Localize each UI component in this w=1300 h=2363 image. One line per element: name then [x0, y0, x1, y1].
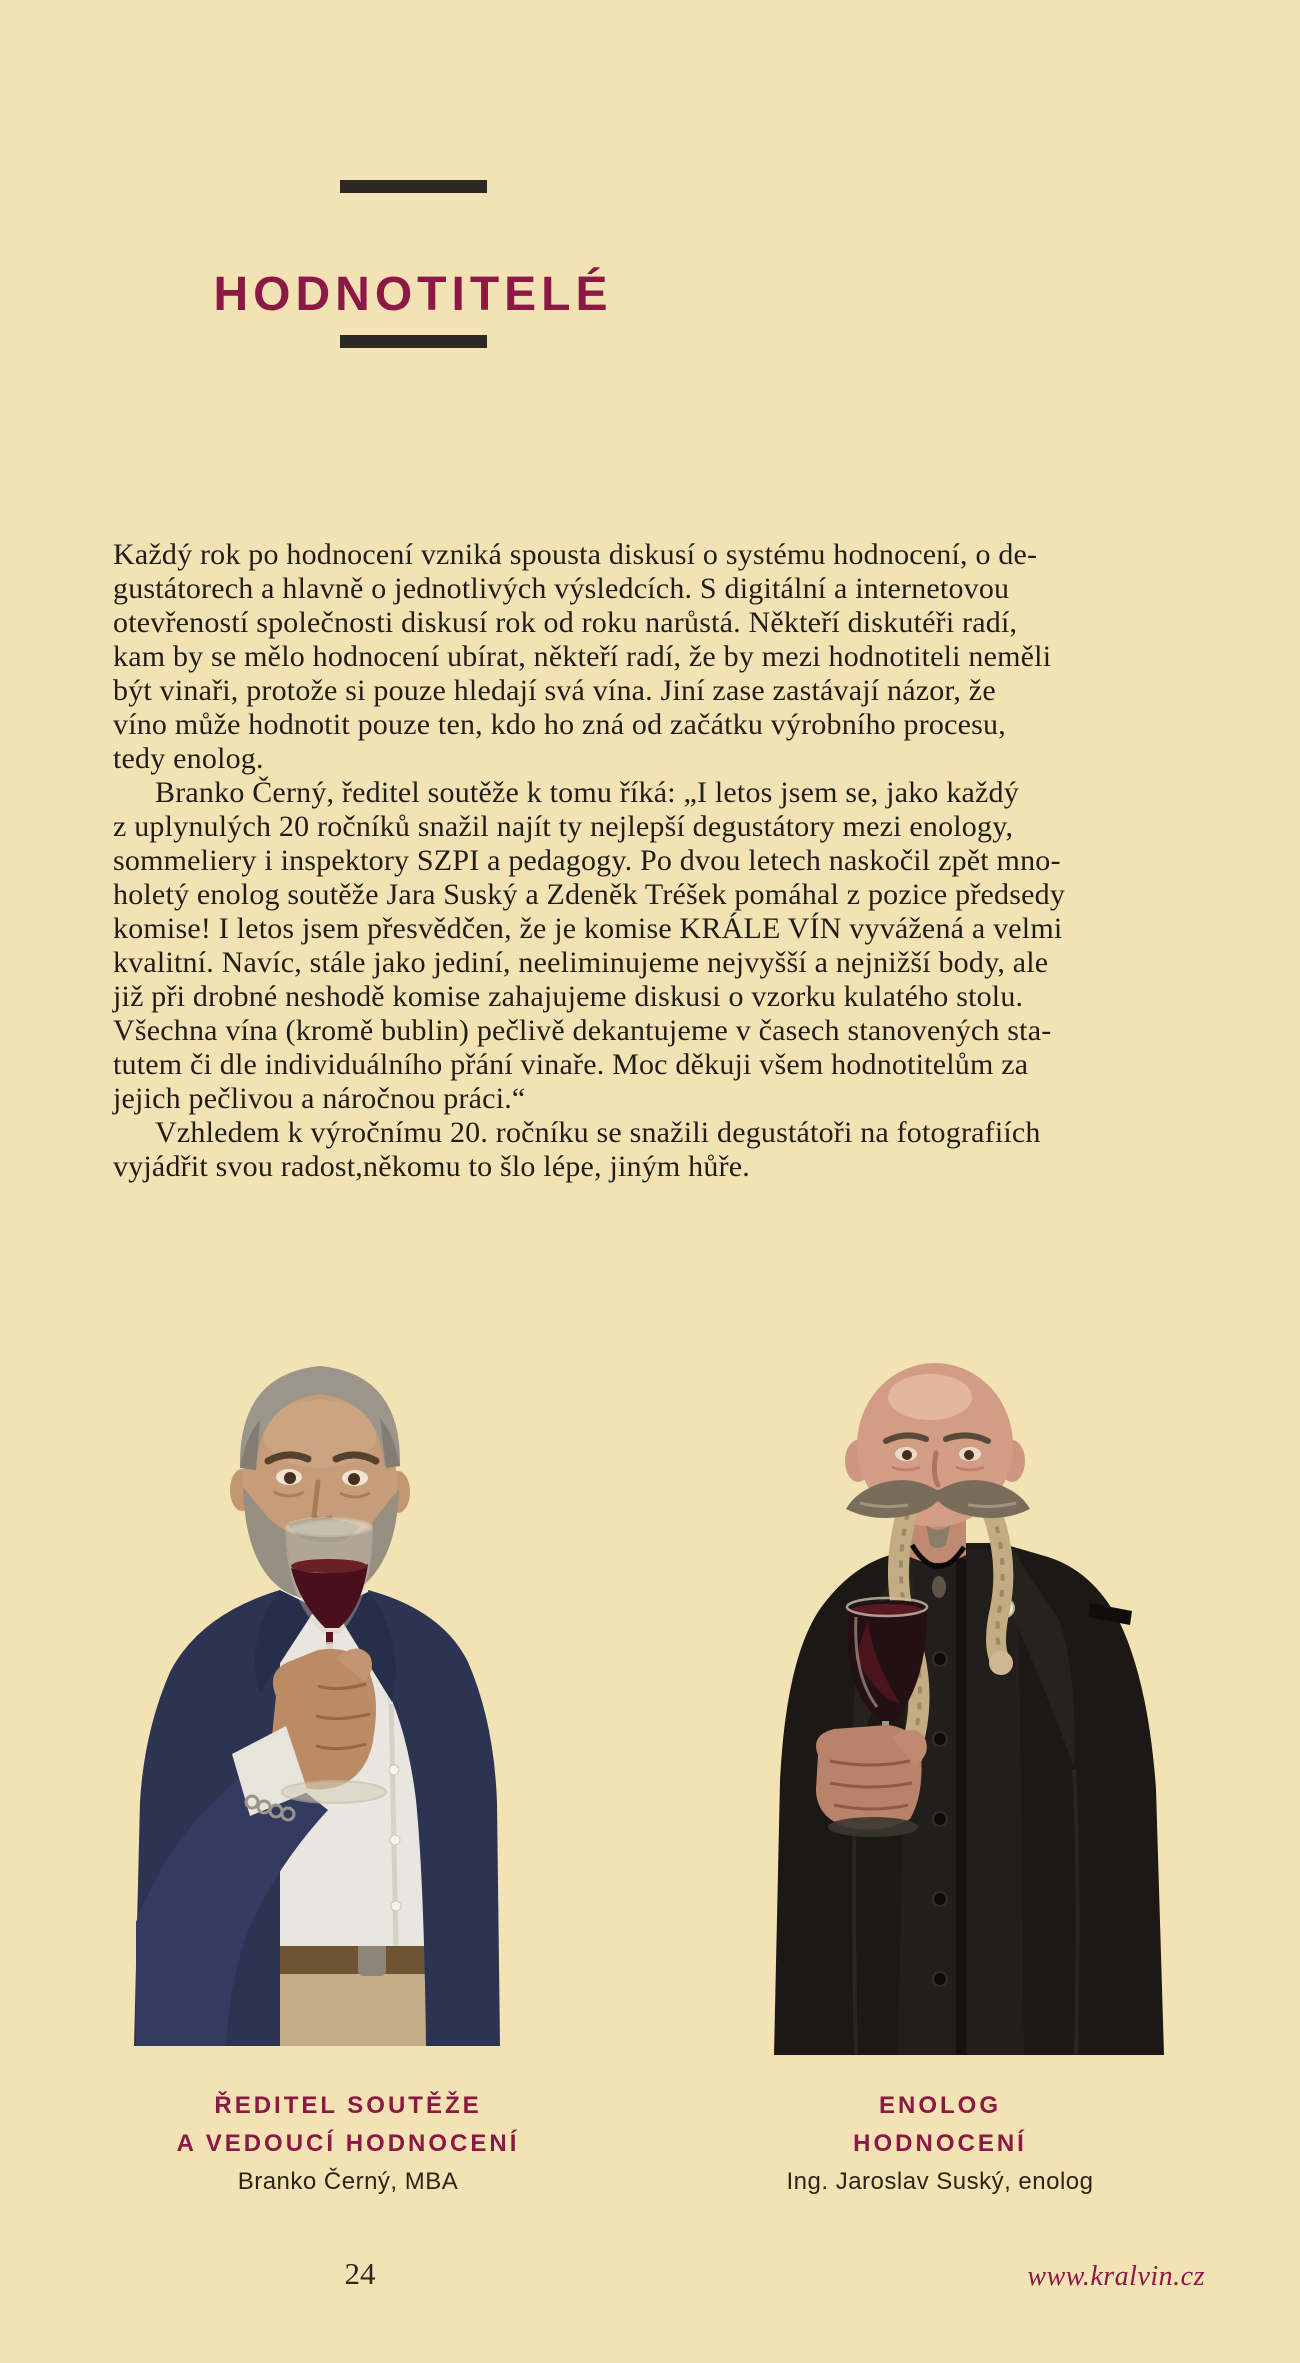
body-line: gustátorech a hlavně o jednotlivých výsledcích. S digitální a internetovou: [113, 572, 1010, 605]
body-line: již při drobné neshodě komise zahajujeme diskusi o vzorku kulatého stolu.: [113, 980, 1024, 1013]
page-title: HODNOTITELÉ: [213, 268, 613, 322]
body-line: jejich pečlivou a náročnou práci.“: [113, 1082, 526, 1115]
caption-role-line: ŘEDITEL SOUTĚŽE: [214, 2092, 482, 2119]
body-line: víno může hodnotit pouze ten, kdo ho zná od začátku výrobního procesu,: [113, 708, 1006, 741]
body-line: komise! I letos jsem přesvědčen, že je komise KRÁLE VÍN vyvážená a velmi: [113, 912, 1063, 945]
title-rule-top: [340, 180, 487, 193]
caption-name: Branko Černý, MBA: [237, 2168, 459, 2195]
caption-left: [148, 2087, 548, 2197]
body-line: být vinaři, protože si pouze hledají svá vína. Jiní zase zastávají názor, že: [113, 674, 996, 707]
body-line: tutem či dle individuálního přání vinaře. Moc děkuji všem hodnotitelům za: [113, 1048, 1029, 1081]
caption-role-line: HODNOCENÍ: [853, 2130, 1027, 2157]
title-rule-bottom: [340, 335, 487, 348]
body-line: holetý enolog soutěže Jara Suský a Zdeněk Tréšek pomáhal z pozice předsedy: [113, 878, 1066, 911]
body-line: z uplynulých 20 ročníků snažil najít ty nejlepší degustátory mezi enology,: [113, 810, 1014, 843]
caption-name: Ing. Jaroslav Suský, enolog: [786, 2168, 1094, 2195]
caption-right: [740, 2087, 1140, 2197]
caption-role-line: ENOLOG: [878, 2092, 1001, 2119]
body-line: Všechna vína (kromě bublin) pečlivě dekantujeme v časech stanovených sta-: [113, 1014, 1052, 1047]
website-link[interactable]: www.kralvin.cz: [1027, 2261, 1205, 2292]
body-line: Branko Černý, ředitel soutěže k tomu říká: „I letos jsem se, jako každý: [155, 776, 1019, 809]
page-number: 24: [344, 2256, 376, 2291]
body-line: vyjádřit svou radost,někomu to šlo lépe, jiným hůře.: [113, 1150, 750, 1183]
body-line: kam by se mělo hodnocení ubírat, někteří radí, že by mezi hodnotiteli neměli: [113, 640, 1052, 673]
body-text: [113, 538, 1188, 1184]
body-line: otevřeností společnosti diskusí rok od roku narůstá. Někteří diskutéři radí,: [113, 606, 1018, 639]
photo-branko-cerny: [128, 1340, 504, 2046]
body-line: Každý rok po hodnocení vzniká spousta diskusí o systému hodnocení, o de-: [113, 538, 1038, 571]
caption-role-line: A VEDOUCÍ HODNOCENÍ: [176, 2130, 520, 2157]
body-line: kvalitní. Navíc, stále jako jediní, neeliminujeme nejvyšší a nejnižší body, ale: [113, 946, 1049, 979]
photo-jaroslav-susky: [760, 1357, 1180, 2055]
body-line: sommeliery i inspektory SZPI a pedagogy. Po dvou letech naskočil zpět mno-: [113, 844, 1061, 877]
body-line: tedy enolog.: [113, 742, 264, 775]
body-line: Vzhledem k výročnímu 20. ročníku se snažili degustátoři na fotografiích: [155, 1116, 1041, 1149]
